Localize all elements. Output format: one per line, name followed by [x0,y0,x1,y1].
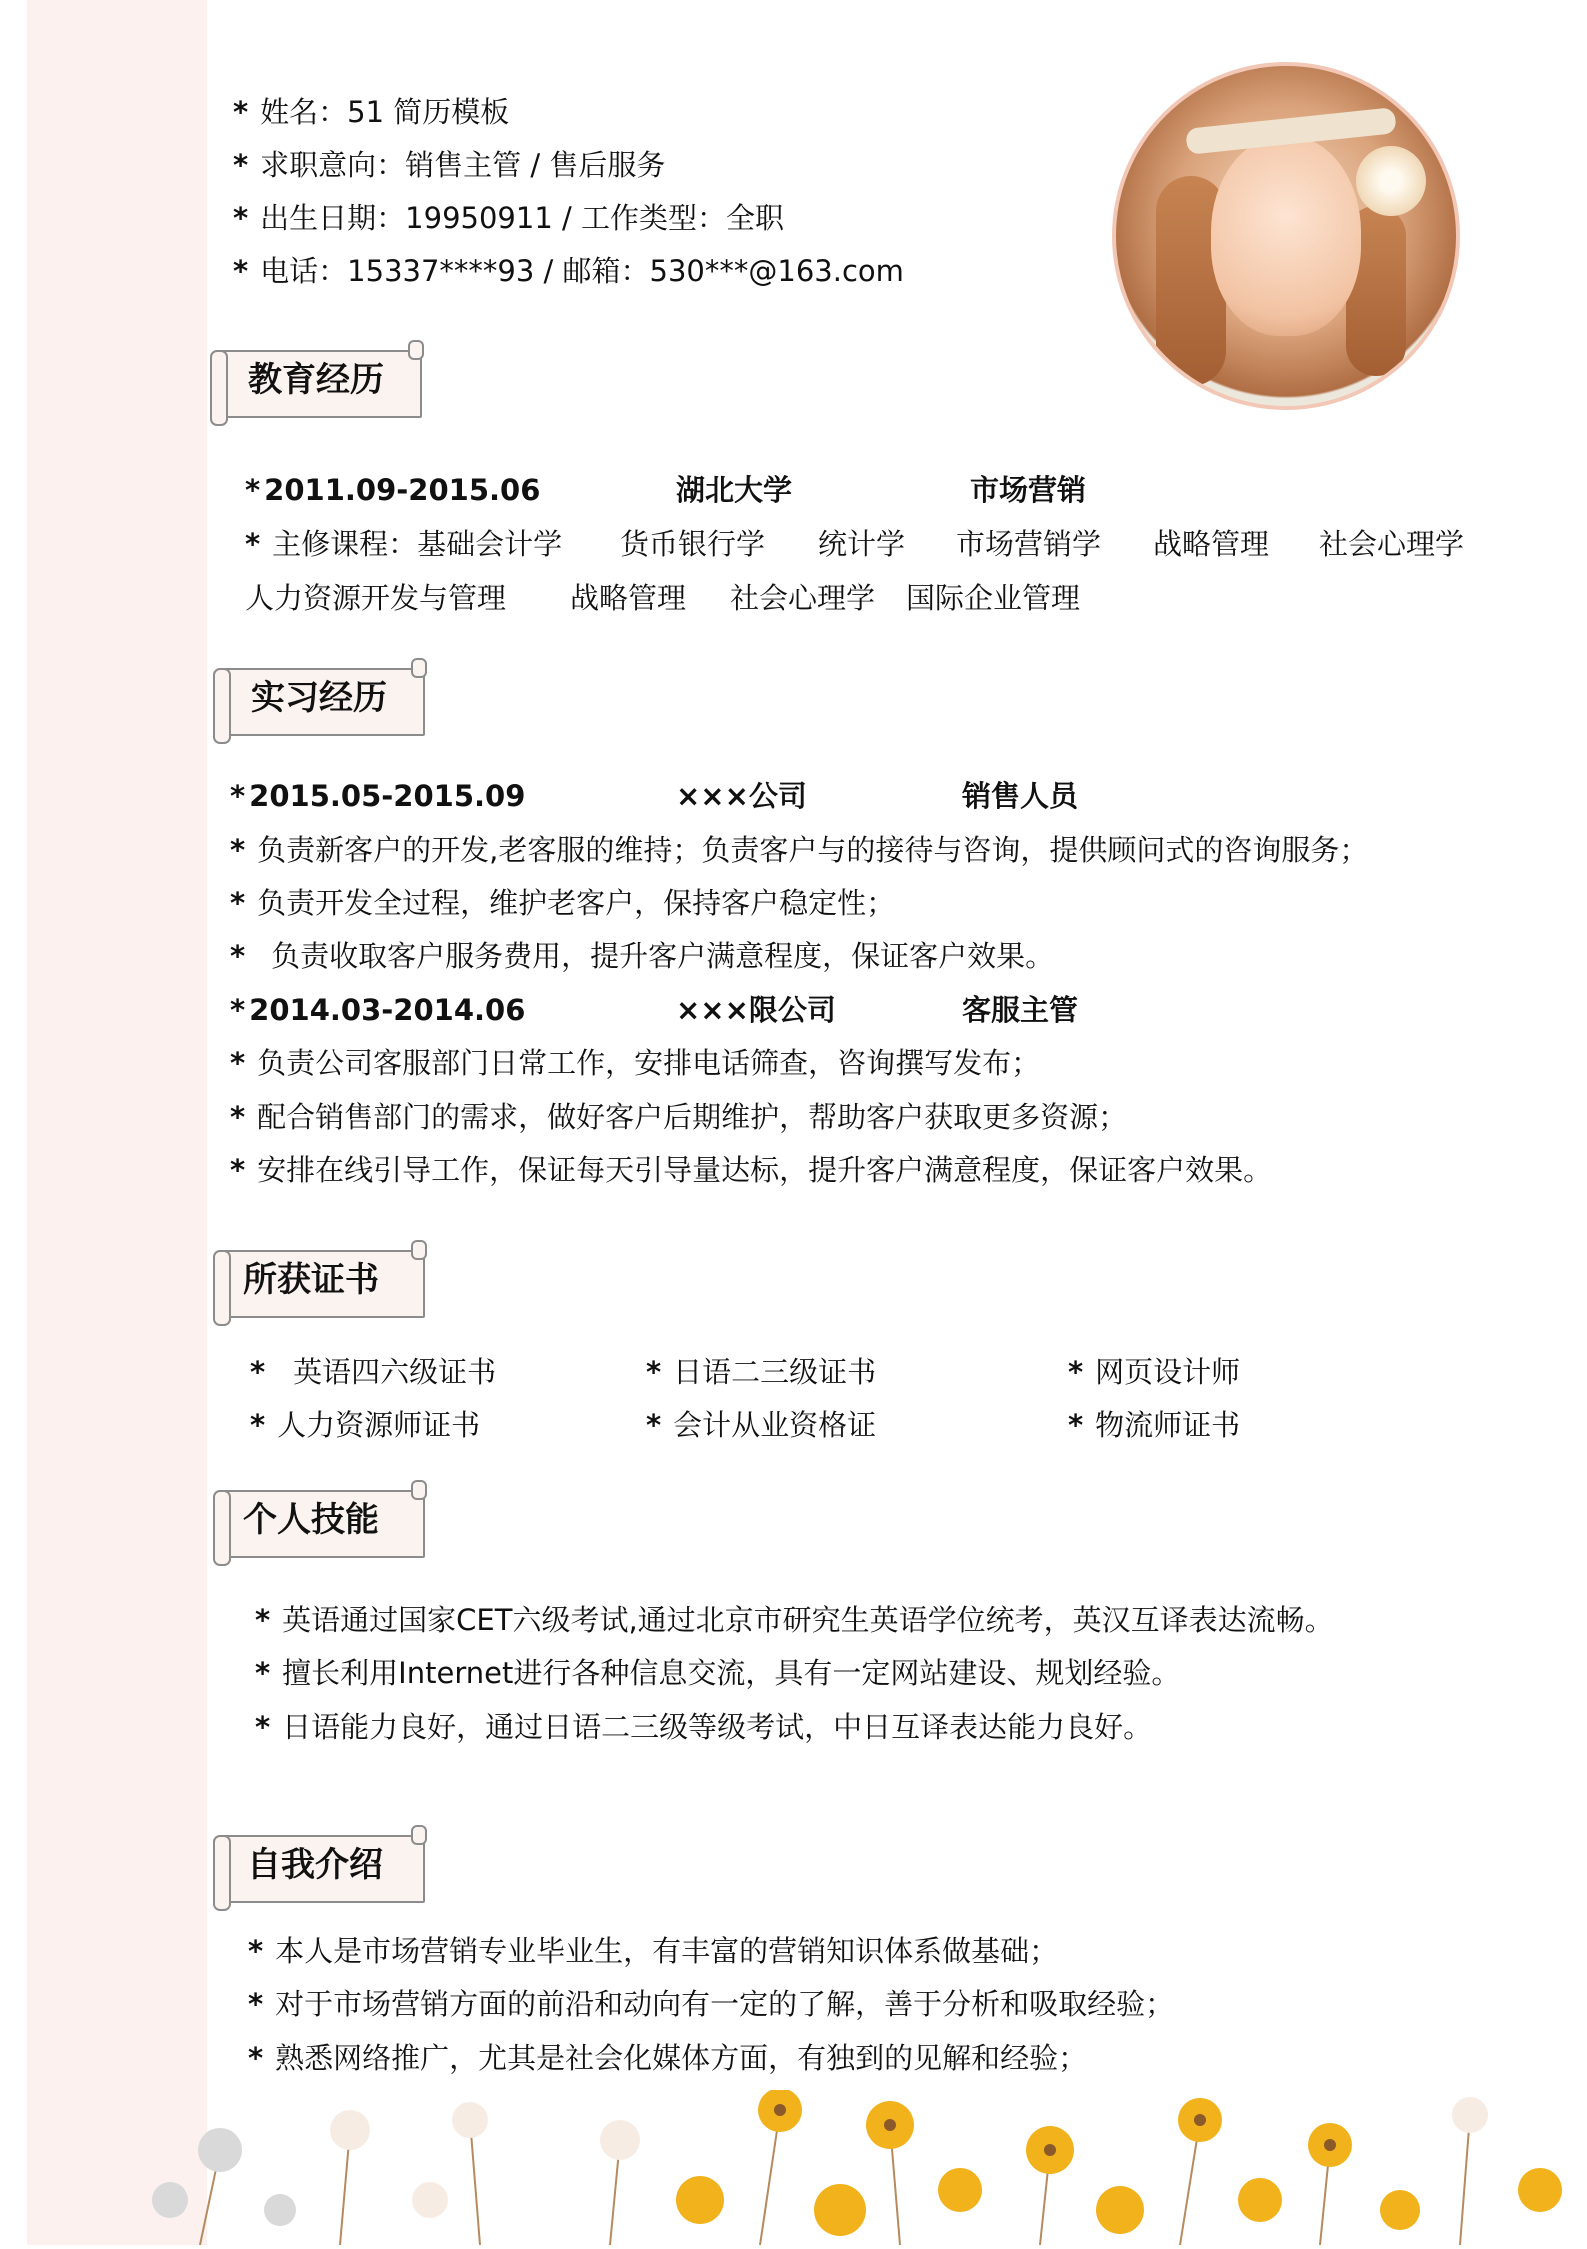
skill-item: * 日语能力良好，通过日语二三级等级考试，中日互译表达能力良好。 [255,1710,1153,1744]
job-duty: * 安排在线引导工作，保证每天引导量达标，提升客户满意程度，保证客户效果。 [230,1153,1273,1187]
job-duty: * 负责收取客户服务费用，提升客户满意程度，保证客户效果。 [230,939,1055,973]
job-duty: * 配合销售部门的需求，做好客户后期维护，帮助客户获取更多资源； [230,1100,1128,1134]
job-role: 销售人员 [962,779,1079,813]
personal-birth: * 出生日期：19950911 / 工作类型：全职 [233,201,784,235]
course-item: 市场营销学 [956,527,1102,561]
personal-intent: * 求职意向：销售主管 / 售后服务 [233,148,666,182]
job-duty: * 负责公司客服部门日常工作，安排电话筛查，咨询撰写发布； [230,1046,1041,1080]
certificate-item: * 会计从业资格证 [646,1408,877,1442]
self-intro-item: * 熟悉网络推广，尤其是社会化媒体方面，有独到的见解和经验； [248,2041,1088,2075]
certificate-item: * 网页设计师 [1068,1355,1241,1389]
edu-school: 湖北大学 [676,473,793,507]
job-duty: * 负责开发全过程，维护老客户，保持客户稳定性； [230,886,896,920]
section-header-certificates [213,1240,427,1324]
section-title: 自我介绍 [247,1845,383,1885]
job-period: * 2014.03-2014.06 [230,993,526,1027]
job-period: * 2015.05-2015.09 [230,779,526,813]
course-item: 统计学 [818,527,906,561]
certificate-item: * 日语二三级证书 [646,1355,877,1389]
side-strip [27,0,207,2245]
job-company: ×××限公司 [676,993,836,1027]
section-title: 实习经历 [251,678,387,718]
section-title: 所获证书 [243,1260,379,1300]
skill-item: * 英语通过国家CET六级考试,通过北京市研究生英语学位统考，英汉互译表达流畅。 [255,1603,1334,1637]
personal-name: * 姓名：51 简历模板 [233,95,510,129]
certificate-item: * 物流师证书 [1068,1408,1241,1442]
personal-contact: * 电话：15337****93 / 邮箱：530***@163.com [233,254,904,288]
course-item: 社会心理学 [1319,527,1465,561]
course-item: 货币银行学 [620,527,766,561]
job-duty: * 负责新客户的开发,老客服的维持；负责客户与的接待与咨询，提供顾问式的咨询服务； [230,833,1369,867]
edu-courses-line1: * 主修课程：基础会计学 [245,527,563,561]
section-header-internship [213,658,427,742]
profile-photo [1112,62,1460,410]
decorative-flowers [140,2090,1587,2245]
section-header-education [210,340,424,424]
course-item: 人力资源开发与管理 [245,581,507,615]
course-item: 战略管理 [570,581,687,615]
self-intro-item: * 本人是市场营销专业毕业生，有丰富的营销知识体系做基础； [248,1934,1059,1968]
skill-item: * 擅长利用Internet进行各种信息交流，具有一定网站建设、规划经验。 [255,1656,1181,1690]
course-item: 社会心理学 [730,581,876,615]
self-intro-item: * 对于市场营销方面的前沿和动向有一定的了解，善于分析和吸取经验； [248,1987,1175,2021]
flower-illustration [140,2090,1587,2245]
job-role: 客服主管 [962,993,1079,1027]
certificate-item: * 人力资源师证书 [250,1408,481,1442]
course-item: 国际企业管理 [906,581,1081,615]
edu-major: 市场营销 [970,473,1087,507]
certificate-item: * 英语四六级证书 [250,1355,497,1389]
section-header-skills [213,1480,427,1564]
section-header-self-intro [213,1825,427,1909]
section-title: 教育经历 [248,360,384,400]
section-title: 个人技能 [243,1500,379,1540]
job-company: ×××公司 [676,779,807,813]
edu-period: * 2011.09-2015.06 [245,473,541,507]
course-item: 战略管理 [1153,527,1270,561]
